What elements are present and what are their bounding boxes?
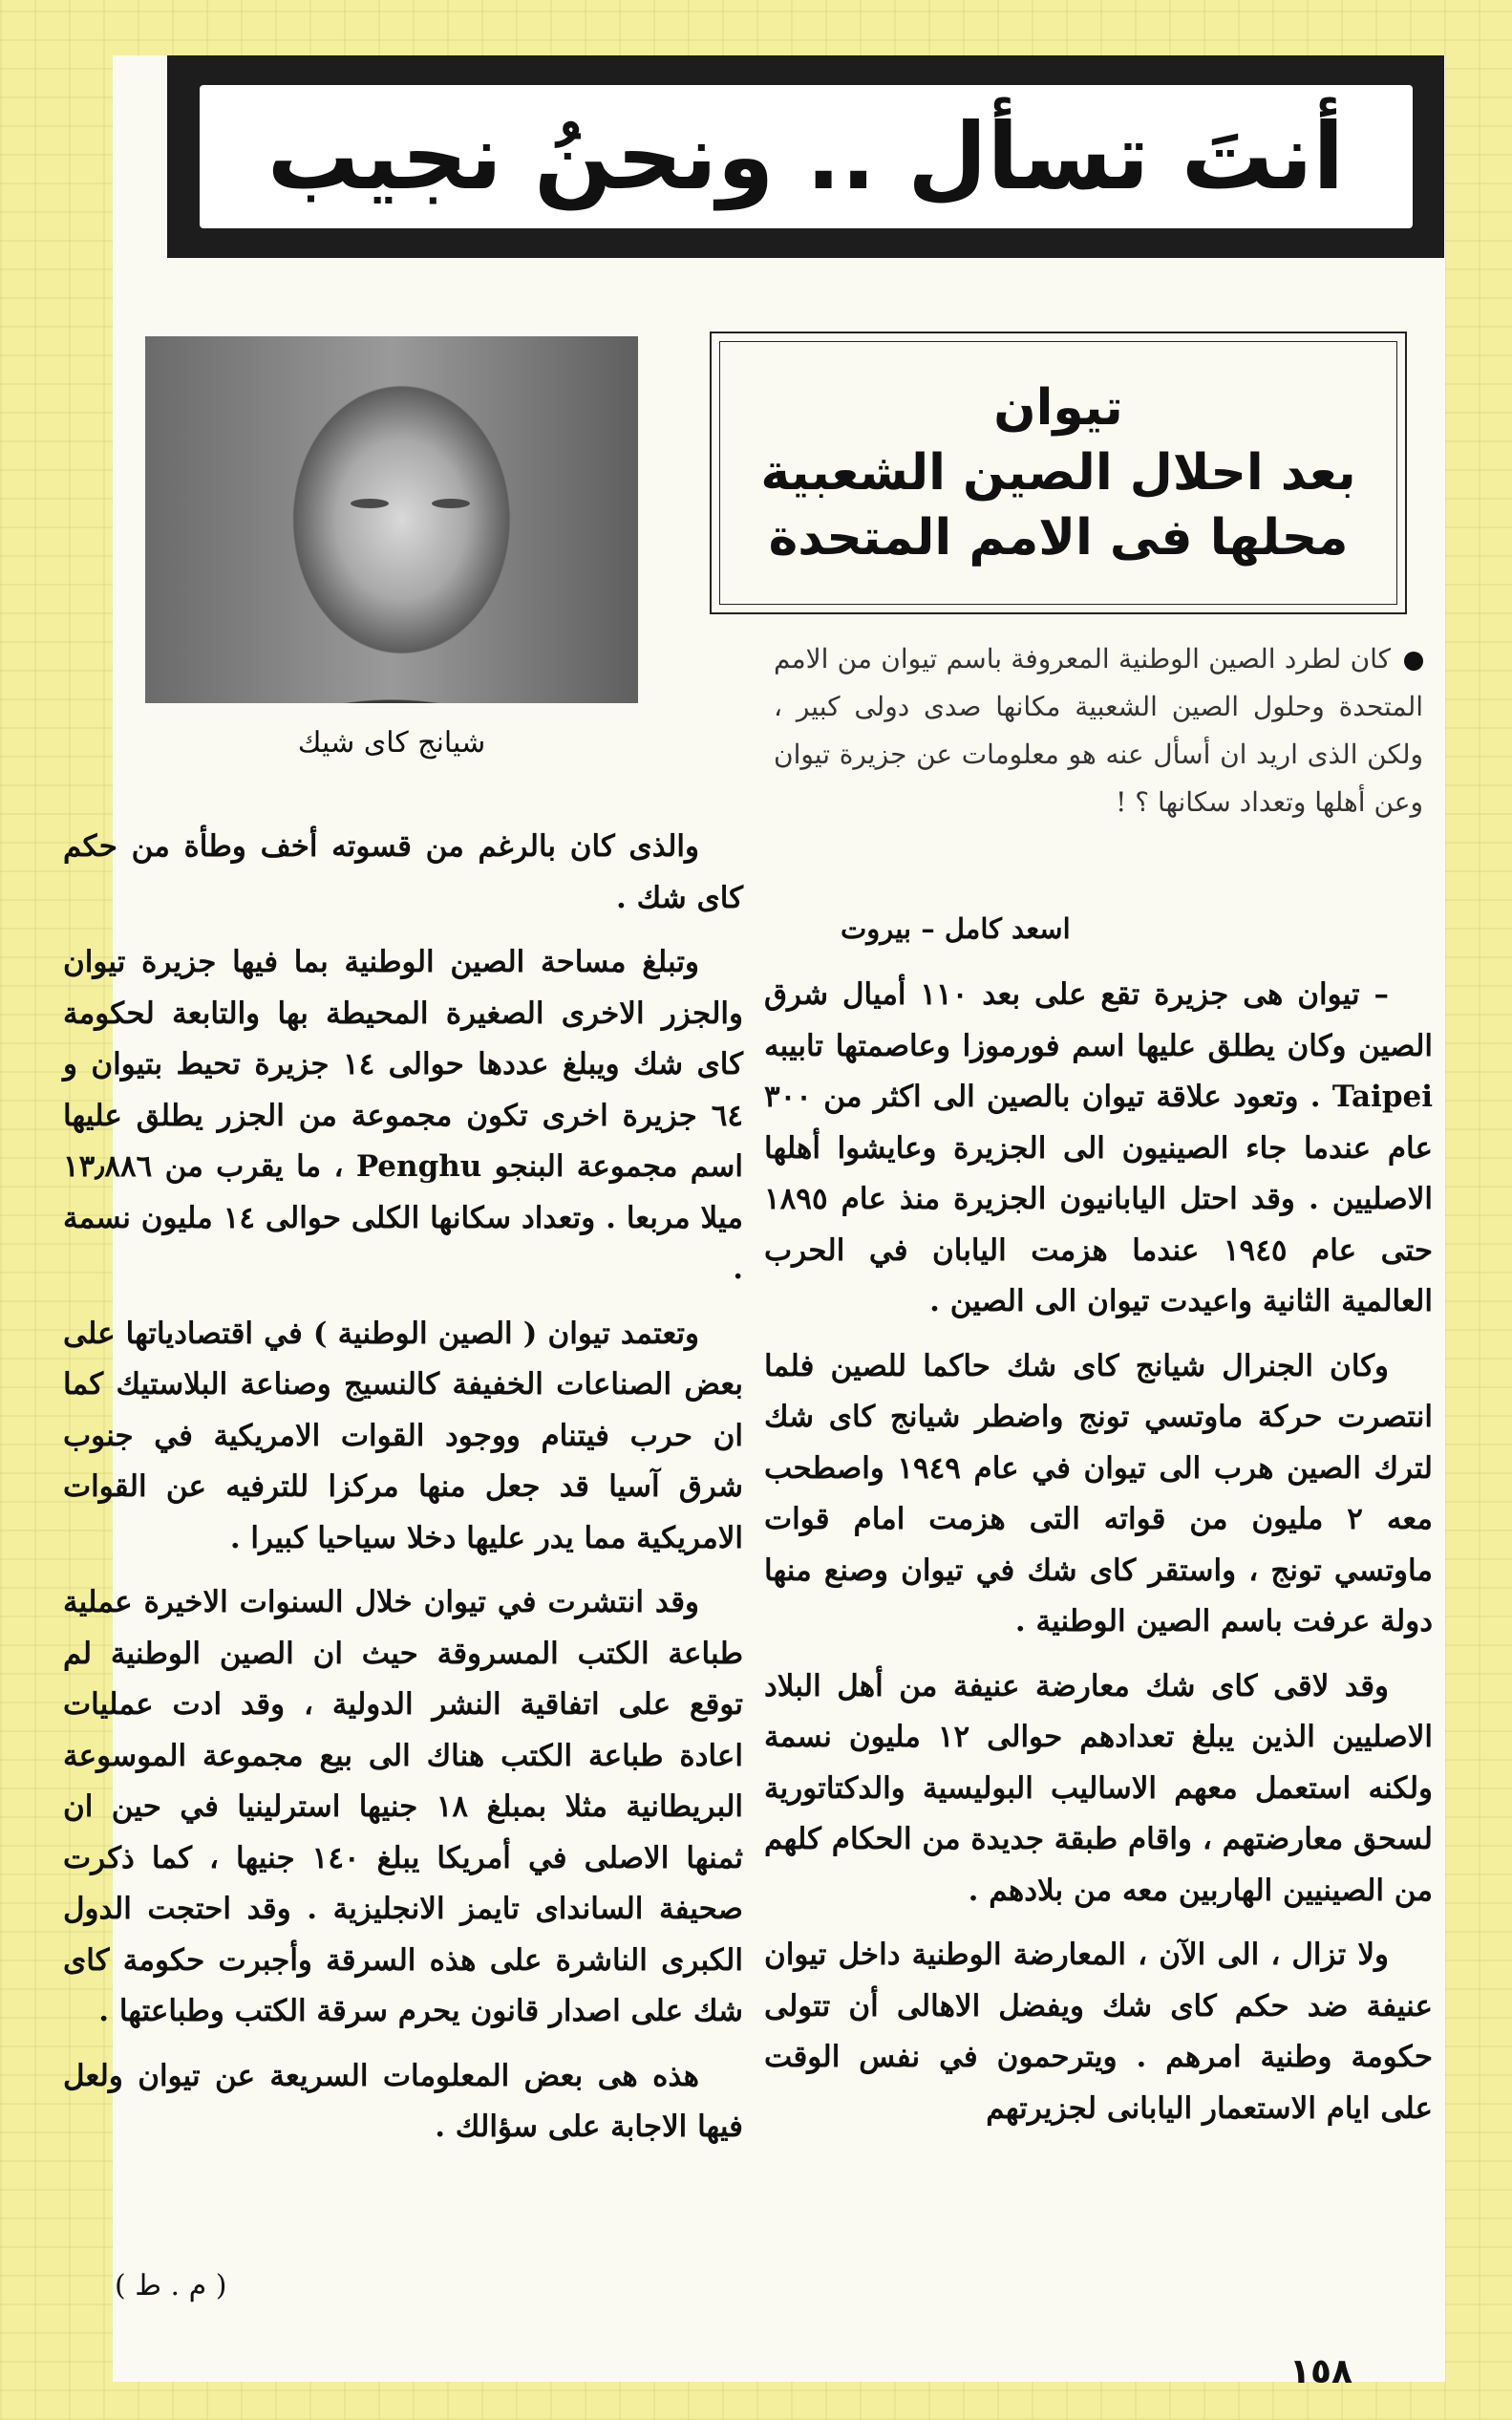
headline-line-1: تيوان [993,379,1123,437]
left-column [63,822,743,2167]
reader-question [774,635,1423,826]
left-paragraph-3: وتعتمد تيوان ( الصين الوطنية ) في اقتصادياتها على بعض الصناعات الخفيفة كالنسيج وصناعة البلاستيك كما ان حرب فيتنام ووجود القوات الامريكية في جنوب شرق آسيا قد جعل منها مركزا للترفيه عن القوات الامريكية مما يدر عليها دخلا سياحيا كبيرا . [63,1316,743,1555]
right-paragraph-4: ولا تزال ، الى الآن ، المعارضة الوطنية داخل تيوان عنيفة ضد حكم كاى شك ويفضل الاهالى أن تتولى حكومة وطنية امرهم . ويترحمون في نفس الوقت على ايام الاستعمار اليابانى لجزيرتهم [764,1938,1433,2126]
photo-caption: شيانج كاى شيك [297,726,486,760]
page-number: ١٥٨ [1289,2352,1352,2391]
right-paragraph-2: وكان الجنرال شيانج كاى شك حاكما للصين فلما انتصرت حركة ماوتسي تونج واضطر شيانج كاى شك لترك الصين هرب الى تيوان في عام ١٩٤٩ واصطحب معه ٢ مليون من قواته التى هزمت امام قوات ماوتسي تونج ، واستقر كاى شك في تيوان وصنع منها دولة عرفت باسم الصين الوطنية . [764,1348,1433,1638]
portrait-photo [145,336,638,703]
headline-line-3: محلها فى الامم المتحدة [768,509,1349,567]
bullet-icon [1404,652,1423,671]
left-paragraph-2: وتبلغ مساحة الصين الوطنية بما فيها جزيرة تيوان والجزر الاخرى الصغيرة المحيطة بها والتابعة لحكومة كاى شك ويبلغ عددها حوالى ١٤ جزيرة تحيط بتيوان و ٦٤ جزيرة اخرى تكون مجموعة من الجزر يطلق عليها اسم مجموعة البنجو Penghu ، ما يقرب من ١٣٫٨٨٦ ميلا مربعا . وتعداد سكانها الكلى حوالى ١٤ مليون نسمة . [63,945,744,1286]
right-paragraph-3: وقد لاقى كاى شك معارضة عنيفة من أهل البلاد الاصليين الذين يبلغ تعدادهم حوالى ١٢ مليون نسمة ولكنه استعمل معهم الاساليب البوليسية والدكتاتورية لسحق معارضتهم ، واقام طبقة جديدة من الحكام كلهم من الصينيين الهاربين معه من بلادهم . [764,1668,1433,1908]
headline-inner [719,341,1397,605]
banner-inner [200,85,1413,228]
right-paragraph-1: – تيوان هى جزيرة تقع على بعد ١١٠ أميال شرق الصين وكان يطلق عليها اسم فورموزا وعاصمتها تابيبه Taipei . وتعود علاقة تيوان بالصين الى اكثر من ٣٠٠ عام عندما جاء الصينيون الى الجزيرة وعايشوا أهلها الاصليين . وقد احتل اليابانيون الجزيرة منذ عام ١٨٩٥ حتى عام ١٩٤٥ عندما هزمت اليابان في الحرب العالمية الثانية واعيدت تيوان الى الصين . [764,977,1433,1318]
section-banner [167,55,1444,258]
left-paragraph-4: وقد انتشرت في تيوان خلال السنوات الاخيرة عملية طباعة الكتب المسروقة حيث ان الصين الوطنية لم توقع على اتفاقية النشر الدولية ، وقد ادت عمليات اعادة طباعة الكتب هناك الى بيع مجموعة الموسوعة البريطانية مثلا بمبلغ ١٨ جنيها استرلينيا في حين ان ثمنها الاصلى في أمريكا يبلغ ١٤٠ جنيها ، كما ذكرت صحيفة الساندای تايمز الانجليزية . وقد احتجت الدول الكبرى الناشرة على هذه السرقة وأجبرت حكومة كاى شك على اصدار قانون يحرم سرقة الكتب وطباعتها . [63,1585,743,2028]
question-text: كان لطرد الصين الوطنية المعروفة باسم تيوان من الامم المتحدة وحلول الصين الشعبية مكانها صدى دولى كبير ، ولكن الذى اريد ان أسأل عنه هو معلومات عن جزيرة تيوان وعن أهلها وتعداد سكانها ؟ ! [774,643,1423,818]
banner-title: أنتَ تسأل .. ونحنُ نجيب [266,103,1345,210]
author-initials: ( م . ط ) [115,2269,227,2302]
right-column [764,970,1433,2148]
photo-eye-right [432,499,470,508]
headline-box [710,332,1407,614]
question-signature: اسعد كامل – بيروت [841,912,1071,945]
left-paragraph-5: هذه هى بعض المعلومات السريعة عن تيوان ولعل فيها الاجابة على سؤالك . [63,2058,743,2144]
photo-eye-left [351,499,389,508]
headline-line-2: بعد احلال الصين الشعبية [760,444,1356,502]
left-paragraph-1: والذى كان بالرغم من قسوته أخف وطأة من حكم كاى شك . [63,829,743,915]
